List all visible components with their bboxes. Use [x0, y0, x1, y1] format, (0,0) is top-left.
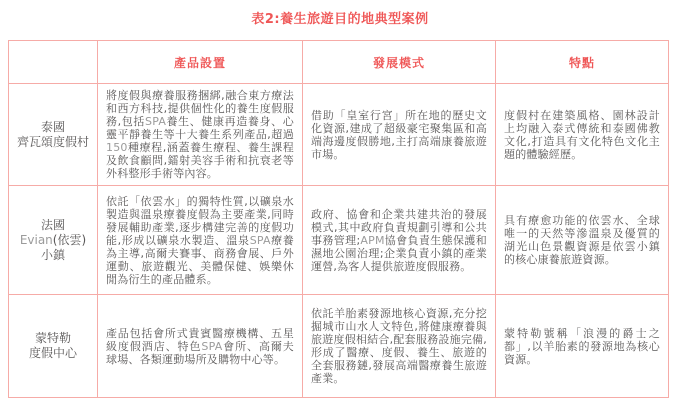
corner-cell [9, 41, 98, 84]
destination-name-cell [9, 186, 98, 295]
table-row-evian [9, 186, 669, 295]
header-product: 產品設置 [98, 41, 303, 84]
destination-name-line: 小鎮 [40, 247, 65, 262]
latin-text: Evian [19, 232, 53, 247]
latin-text: APM [360, 233, 385, 247]
product-cell: 產品包括會所式貴賓醫療機構、五星級度假酒店、特色SPA會所、高爾夫球場、各類運動場所及購物中心等。 [98, 295, 303, 398]
destination-name-cell [9, 84, 98, 186]
feature-cell: 蒙特勒號稱「浪漫的爵士之都」,以羊胎素的發源地為核心資源。 [496, 295, 669, 398]
destination-name-line: 泰國 [40, 119, 65, 134]
destination-name-line: 蒙特勒 [34, 331, 71, 345]
page-title: 表2:養生旅遊目的地典型案例 [251, 12, 429, 27]
destination-name-line: 度假中心 [28, 346, 77, 360]
case-table [8, 40, 669, 398]
table-row-chiva-som [9, 84, 669, 186]
destination-name-line: 法國 [40, 217, 65, 232]
destination-name-line: 齊瓦頌度假村 [16, 134, 89, 149]
feature-cell: 度假村在建築風格、園林設計上均融入泰式傳統和泰國佛教文化,打造具有文化特色文化主題的體驗經歷。 [496, 84, 669, 186]
header-model: 發展模式 [303, 41, 496, 84]
model-cell: 政府、協會和企業共建共治的發展模式,其中政府負責規劃引導和公共事務管理;APM協會負責生態保護和濕地公園治理;企業負責小鎮的產業運營,為客人提供旅遊度假服務。 [303, 186, 496, 295]
destination-name-cell [9, 295, 98, 398]
latin-text: SPA [145, 115, 167, 128]
header-feature: 特點 [496, 41, 669, 84]
model-cell: 依託羊胎素發源地核心資源,充分挖掘城市山水人文特色,將健康療養與旅遊度假相結合,配套服務設施完備,形成了醫療、度假、養生、旅遊的全套服務鏈,發展高端醫療養生旅遊產業。 [303, 295, 496, 398]
latin-text: 150 [106, 141, 128, 154]
model-cell: 借助「皇室行宮」所在地的歷史文化資源,建成了超級豪宅聚集區和高端海邊度假勝地,主打高端康養旅遊市場。 [303, 84, 496, 186]
latin-text: SPA [201, 339, 223, 353]
latin-text: SPA [249, 233, 271, 247]
product-cell: 將度假與療養服務捆綁,融合東方療法和西方科技,提供個性化的養生度假服務,包括SPA養生、健康再造養身、心靈平靜養生等十大養生系列產品,超過150種療程,涵蓋養生療程、養生課程及飲食顧問,鐳射美容手術和抗衰老等外科整形手術等內容。 [98, 84, 303, 186]
destination-name-line: Evian(依雲) [19, 232, 87, 247]
feature-cell: 具有療愈功能的依雲水、全球唯一的天然等滲溫泉及優質的湖光山色景觀資源是依雲小鎮的核心康養旅遊資源。 [496, 186, 669, 295]
product-cell: 依託「依雲水」的獨特性質,以礦泉水製造與溫泉療養度假為主要產業,同時發展輔助產業,逐步構建完善的度假功能,形成以礦泉水製造、溫泉SPA療養為主導,高爾夫賽事、商務會展、戶外運動、旅遊觀光、美體保健、娛樂休閒為衍生的產品體系。 [98, 186, 303, 295]
table-header-row [9, 41, 669, 84]
table-row-montreux [9, 295, 669, 398]
